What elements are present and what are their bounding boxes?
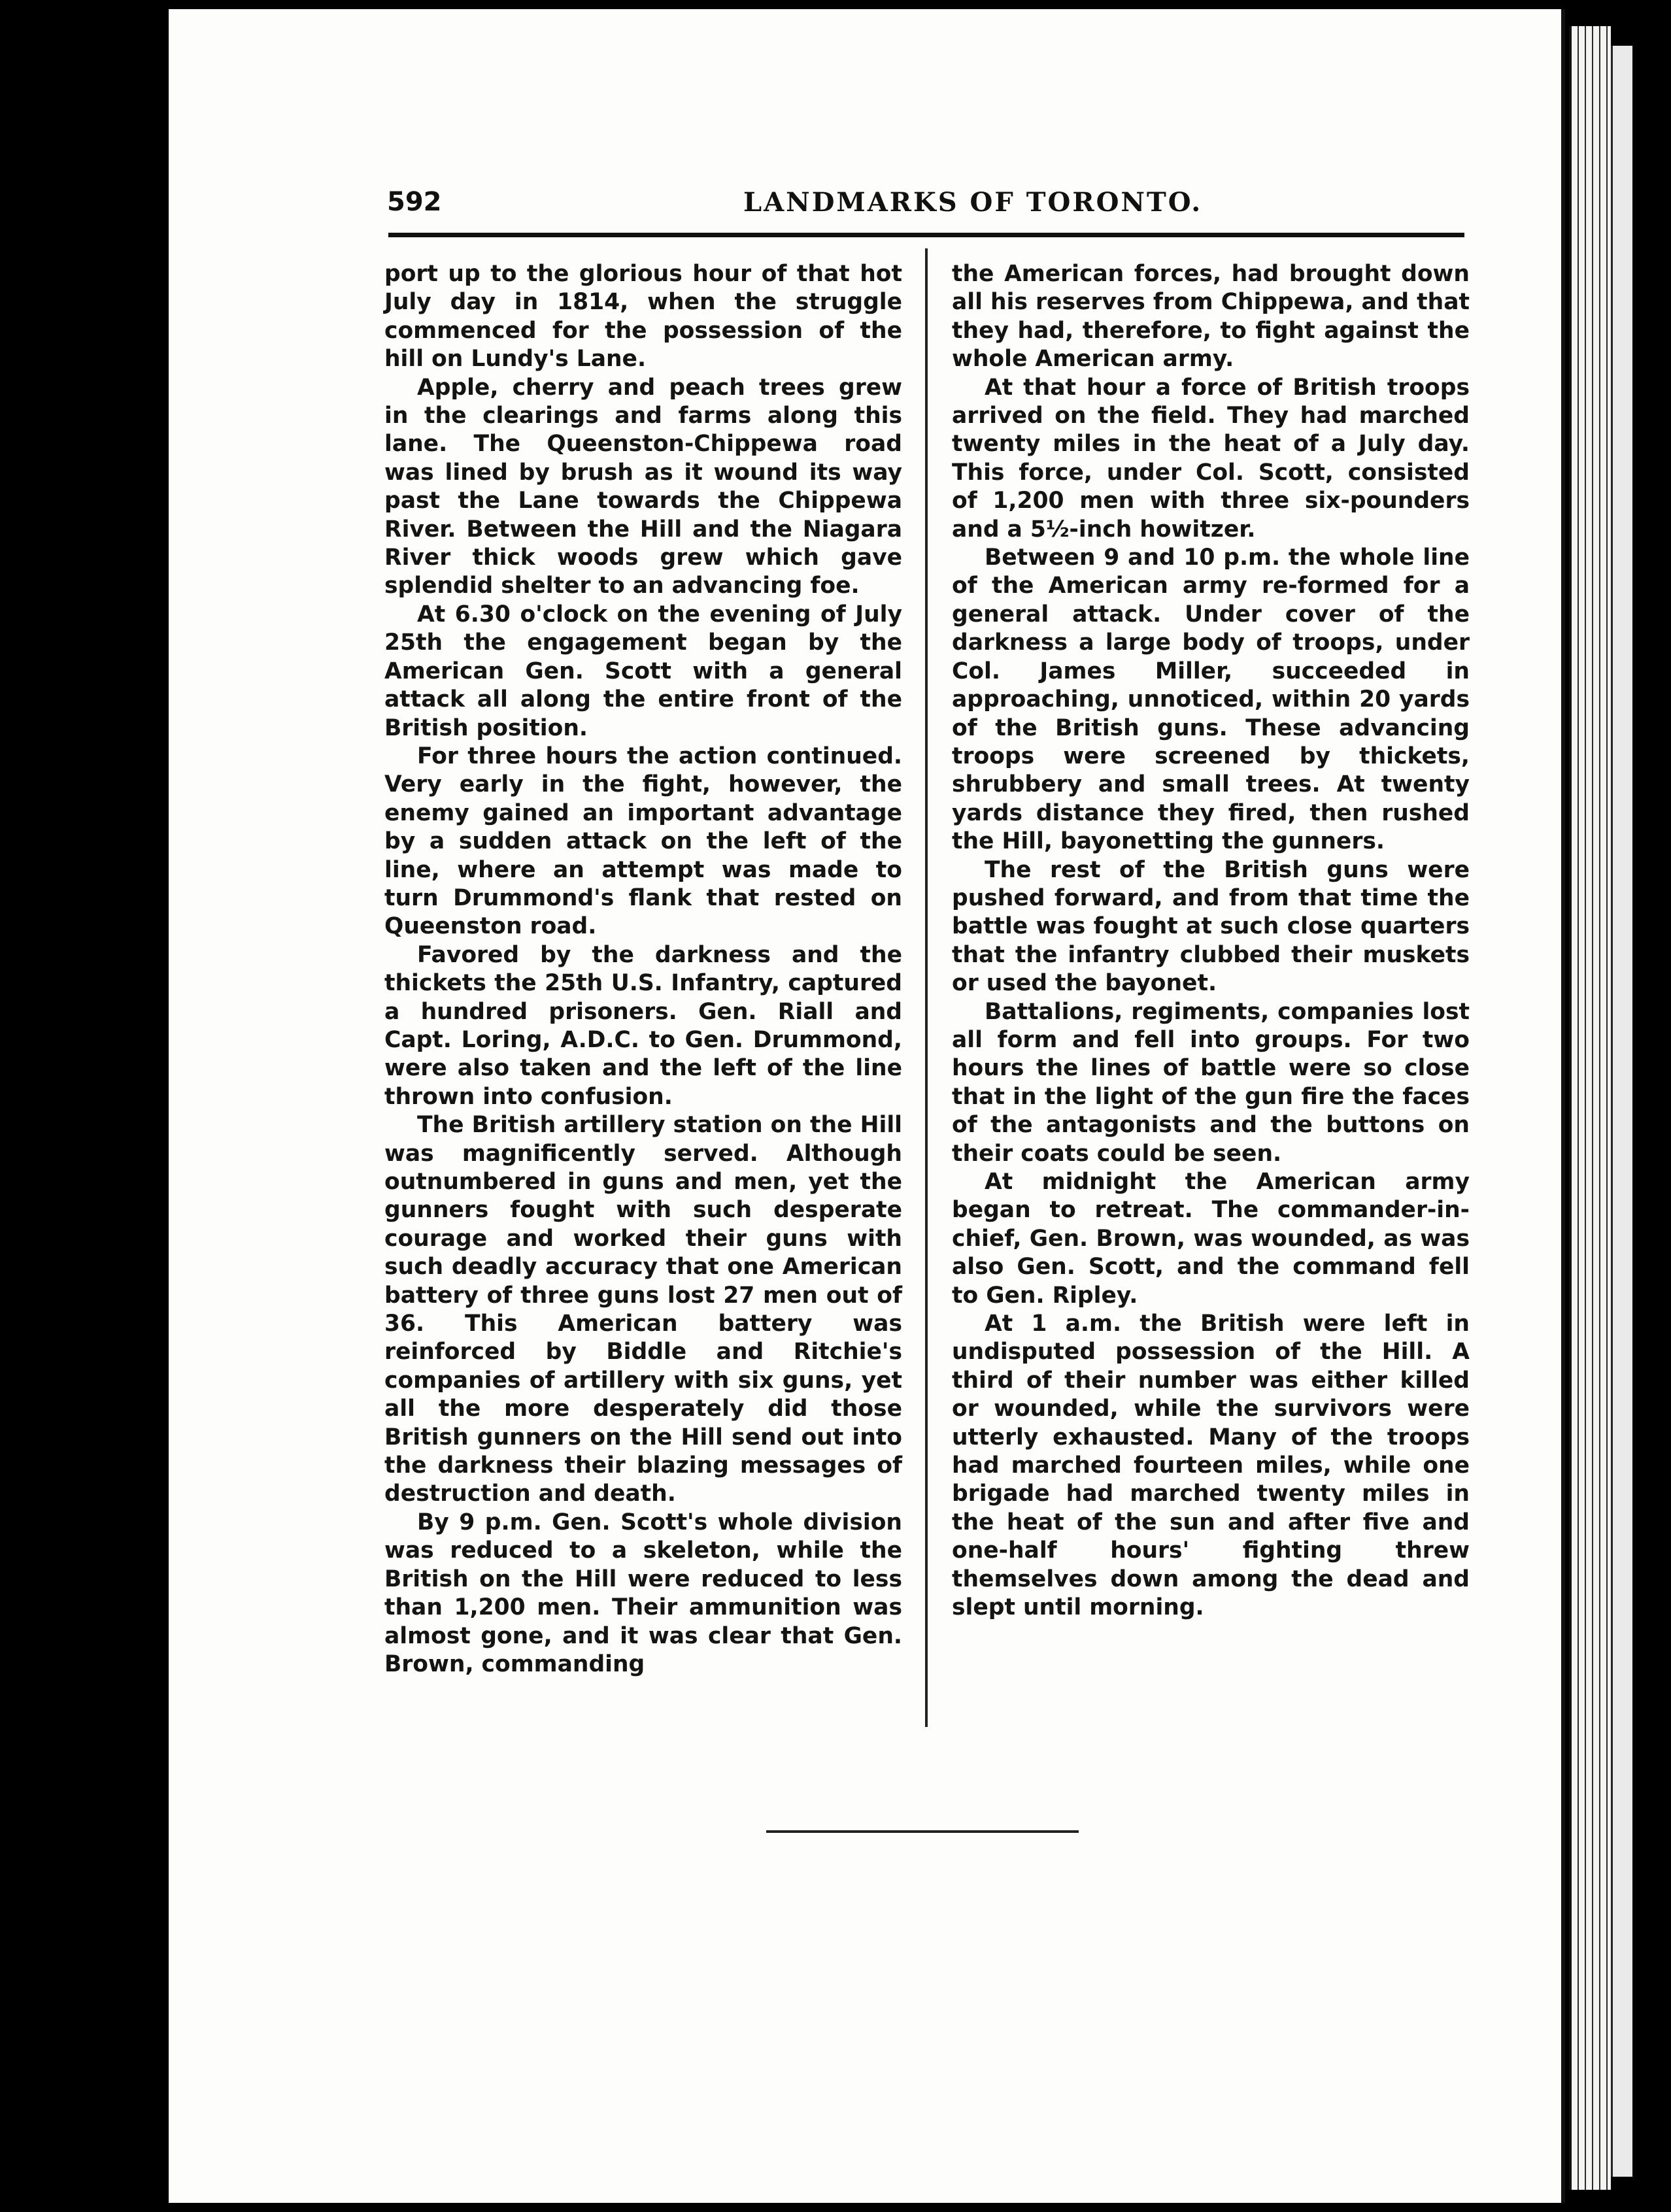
paragraph: Between 9 and 10 p.m. the whole line of the American army re-formed for a general attack. Under cover of the darkness a large body of troops, under Col. James Miller, succeeded in approaching, unnoticed, within 20 yards of the British guns. These advancing troops were screened by thickets, shrubbery and small trees. At twenty yards distance they fired, then rushed the Hill, bayonetting the gunners. [952, 545, 1470, 855]
book-edge [1611, 46, 1632, 2177]
paragraph: Favored by the darkness and the thickets the 25th U.S. Infantry, captured a hundred prisoners. Gen. Riall and Capt. Loring, A.D.C. to Gen. Drummond, were also taken and the left of the line thrown into confusion. [384, 941, 902, 1110]
header-rule [388, 233, 1464, 237]
stacked-page-edges [1572, 26, 1611, 2190]
running-title: LANDMARKS OF TORONTO. [743, 187, 1203, 218]
paragraph: The British artillery station on the Hill was magnificently served. Although outnumbered in guns and men, yet the gunners fought with such desperate courage and worked their guns with such deadly accuracy that one American battery of three guns lost 27 men out of 36. This American battery was reinforced by Biddle and Ritchie's companies of artillery with six guns, yet all the more desperately did those British gunners on the Hill send out into the darkness their blazing messages of destruction and death. [384, 1112, 902, 1507]
paragraph: At 1 a.m. the British were left in undisputed possession of the Hill. A third of their number was either killed or wounded, while the survivors were utterly exhausted. Many of the troops had marched fourteen miles, while one brigade had marched twenty miles in the heat of the sun and after five and one-half hours' fighting threw themselves down among the dead and slept until morning. [952, 1311, 1470, 1621]
page-edge [1561, 9, 1565, 2203]
column-divider [925, 248, 928, 1727]
paragraph: Battalions, regiments, companies lost all form and fell into groups. For two hours the lines of battle were so close that in the light of the gun fire the faces of the antagonists and the buttons on their coats could be seen. [952, 998, 1470, 1167]
paragraph: By 9 p.m. Gen. Scott's whole division was reduced to a skeleton, while the British on the Hill were reduced to less than 1,200 men. Their ammunition was almost gone, and it was clear that Gen. Brown, commanding [384, 1509, 902, 1677]
end-rule [766, 1830, 1079, 1833]
right-column [952, 260, 1470, 1622]
paragraph: port up to the glorious hour of that hot July day in 1814, when the struggle commenced for the possession of the hill on Lundy's Lane. [384, 261, 902, 373]
left-column [384, 260, 902, 1679]
paragraph: At that hour a force of British troops arrived on the field. They had marched twenty miles in the heat of a July day. This force, under Col. Scott, consisted of 1,200 men with three six-pounders and a 5½-inch howitzer. [952, 374, 1470, 543]
running-head [387, 187, 1466, 226]
paragraph: At midnight the American army began to retreat. The commander-inchief, Gen. Brown, was wounded, as was also Gen. Scott, and the command fell to Gen. Ripley. [952, 1169, 1470, 1309]
page-number: 592 [387, 187, 442, 217]
paragraph: For three hours the action continued. Very early in the fight, however, the enemy gained an important advantage by a sudden attack on the left of the line, where an attempt was made to turn Drummond's flank that rested on Queenston road. [384, 743, 902, 940]
paragraph: The rest of the British guns were pushed forward, and from that time the battle was fought at such close quarters that the infantry clubbed their muskets or used the bayonet. [952, 856, 1470, 997]
paragraph: the American forces, had brought down all his reserves from Chippewa, and that they had, therefore, to fight against the whole American army. [952, 261, 1470, 373]
paragraph: At 6.30 o'clock on the evening of July 25th the engagement began by the American Gen. Scott with a general attack all along the entire front of the British position. [384, 601, 902, 741]
paragraph: Apple, cherry and peach trees grew in the clearings and farms along this lane. The Queenston-Chippewa road was lined by brush as it wound its way past the Lane towards the Chippewa River. Between the Hill and the Niagara River thick woods grew which gave splendid shelter to an advancing foe. [384, 374, 902, 599]
